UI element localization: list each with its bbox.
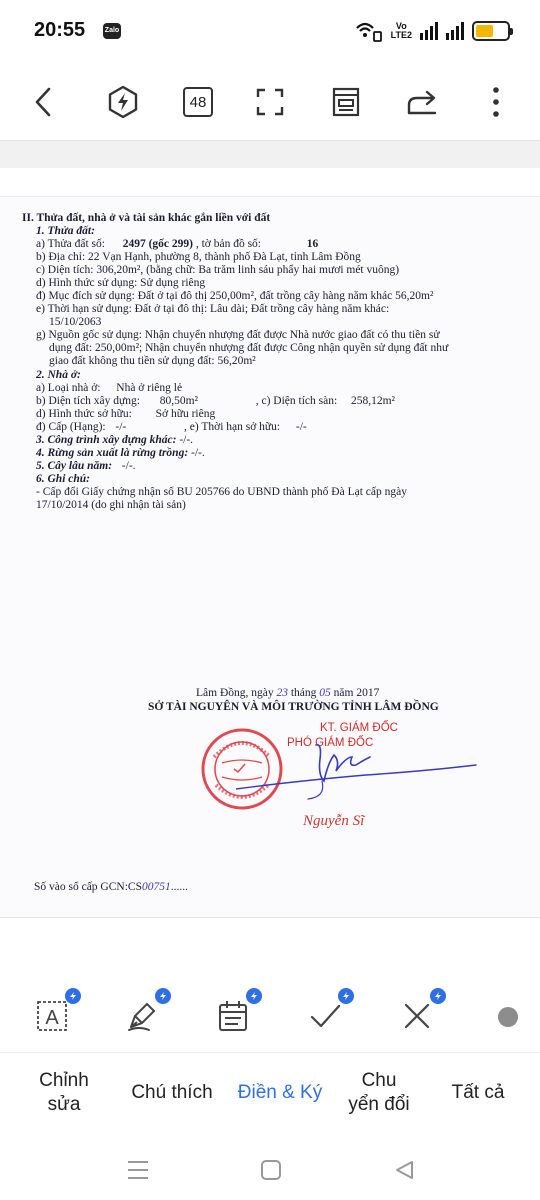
share-icon[interactable] — [402, 82, 442, 122]
build-area-label: b) Diện tích xây dựng: — [36, 395, 140, 407]
house-type-label: a) Loại nhà ở: — [36, 382, 101, 394]
ownership-form-label: d) Hình thức sở hữu: — [36, 408, 132, 420]
perennial-value: -/-. — [121, 460, 136, 472]
tab-edit[interactable] — [18, 1053, 110, 1133]
usage-origin-3: giao đất không thu tiền sử dụng đất: 56,20m² — [49, 355, 256, 367]
fullscreen-icon[interactable] — [250, 82, 290, 122]
top-toolbar — [0, 70, 540, 134]
tab-convert-line-2: yển đổi — [348, 1094, 410, 1115]
premium-badge-icon — [65, 988, 81, 1004]
floor-area-label: , c) Diện tích sàn: — [255, 395, 338, 407]
checkmark-icon[interactable] — [305, 996, 345, 1036]
grade-value: -/- — [115, 421, 127, 433]
parcel-area: c) Diện tích: 306,20m², (bằng chữ: Ba trăm linh sáu phẩy hai mươi mét vuông) — [36, 264, 400, 276]
zalo-notification-icon: Zalo — [103, 23, 121, 39]
back-arrow-icon[interactable] — [24, 82, 64, 122]
home-icon[interactable] — [251, 1150, 291, 1190]
reader-mode-icon[interactable] — [326, 82, 366, 122]
page-separator — [0, 140, 540, 168]
bottom-tab-bar — [0, 1052, 540, 1132]
dot-icon[interactable] — [498, 1007, 518, 1027]
status-indicators — [355, 18, 510, 44]
notes-line-1: - Cấp đổi Giấy chứng nhận số BU 205766 do UBND thành phố Đà Lạt cấp ngày — [36, 486, 407, 498]
tab-fill-sign-label: Điền & Ký — [237, 1082, 323, 1103]
tab-comment-label: Chú thích — [131, 1082, 213, 1103]
signer-title-kt: KT. GIÁM ĐỐC — [320, 722, 398, 734]
page-count-button[interactable] — [178, 82, 218, 122]
tab-convert-line-1: Chu — [361, 1070, 397, 1091]
date-month: 05 — [319, 687, 331, 699]
premium-badge-icon — [338, 988, 354, 1004]
date-month-label: tháng — [290, 687, 317, 699]
ownership-form-value: Sở hữu riêng — [155, 408, 216, 420]
signer-title: PHÓ GIÁM ĐỐC — [287, 737, 374, 749]
register-label: Số vào sổ cấp GCN:CS — [34, 881, 142, 893]
usage-form: d) Hình thức sử dụng: Sử dụng riêng — [36, 277, 206, 289]
forest-heading: 4. Rừng sản xuất là rừng trồng: — [36, 447, 189, 459]
usage-term-date: 15/10/2063 — [49, 316, 102, 328]
premium-badge-icon — [155, 988, 171, 1004]
volte-bottom: LTE2 — [390, 30, 412, 40]
other-works-value: -/-. — [179, 434, 194, 446]
document-text — [22, 212, 522, 512]
svg-text:A: A — [45, 1007, 59, 1029]
usage-purpose: đ) Mục đích sử dụng: Đất ở tại đô thị 250,00m², đất trồng cây hàng năm khác 56,20m² — [36, 290, 434, 302]
register-value: 00751 — [141, 881, 171, 893]
document-page[interactable] — [0, 196, 540, 918]
register-dots: ...... — [170, 881, 188, 893]
register-number — [34, 881, 188, 893]
annotation-tools — [0, 984, 540, 1046]
signal-icon-2 — [446, 22, 464, 40]
handwritten-signature — [236, 741, 486, 801]
perennial-heading: 5. Cây lâu năm: — [36, 460, 113, 472]
more-vertical-icon[interactable] — [476, 82, 516, 122]
notes-heading: 6. Ghi chú: — [36, 473, 90, 485]
back-icon[interactable] — [384, 1150, 424, 1190]
map-sheet-value: 16 — [306, 238, 319, 250]
pen-icon[interactable] — [122, 996, 162, 1036]
sign-date — [196, 687, 379, 699]
issuing-department: SỞ TÀI NGUYÊN VÀ MÔI TRƯỜNG TỈNH LÂM ĐỒNG — [148, 701, 439, 713]
signal-icon — [420, 22, 438, 40]
house-heading: 2. Nhà ở: — [36, 369, 81, 381]
signer-name: Nguyễn Sĩ — [303, 813, 365, 829]
tab-convert[interactable] — [334, 1053, 424, 1133]
date-day: 23 — [276, 687, 288, 699]
signature-block — [0, 687, 540, 847]
usage-origin-2: dụng đất: 250,00m²; Nhận chuyển nhượng đất được Công nhận quyền sử dụng đất như — [49, 342, 449, 354]
tab-edit-line-2: sửa — [47, 1094, 81, 1115]
premium-badge-icon — [430, 988, 446, 1004]
grade-label: đ) Cấp (Hạng): — [36, 421, 106, 433]
ownership-term-value: -/- — [295, 421, 307, 433]
forest-value: -/-. — [191, 447, 205, 459]
tab-all-label: Tất cả — [451, 1082, 505, 1103]
notes-line-2: 17/10/2014 (do ghi nhận tài sản) — [36, 499, 186, 511]
calendar-icon[interactable] — [213, 996, 253, 1036]
recent-apps-icon[interactable] — [118, 1150, 158, 1190]
parcel-number-value: 2497 (gốc 299) — [122, 238, 193, 250]
status-time: 20:55 — [34, 19, 86, 41]
status-bar — [0, 0, 540, 62]
other-works-heading: 3. Công trình xây dựng khác: — [36, 434, 177, 446]
volte-icon — [391, 22, 412, 40]
parcel-heading: 1. Thửa đất: — [36, 225, 95, 237]
system-navigation-bar — [0, 1140, 540, 1200]
cross-icon[interactable] — [397, 996, 437, 1036]
ownership-term-label: , e) Thời hạn sở hữu: — [183, 421, 281, 433]
tab-comment[interactable] — [120, 1053, 224, 1133]
date-prefix: Lâm Đồng, ngày — [196, 687, 274, 699]
battery-icon — [472, 21, 510, 41]
tab-all[interactable] — [436, 1053, 520, 1133]
parcel-address: b) Địa chỉ: 22 Vạn Hạnh, phường 8, thành phố Đà Lạt, tỉnh Lâm Đồng — [36, 251, 361, 263]
map-sheet-label: , tờ bản đồ số: — [195, 238, 262, 250]
tab-edit-line-1: Chỉnh — [39, 1070, 89, 1091]
wifi-call-icon — [355, 20, 383, 42]
section-title: II. Thửa đất, nhà ở và tài sản khác gắn liền với đất — [22, 212, 271, 224]
tab-fill-sign[interactable] — [230, 1053, 330, 1133]
usage-term: e) Thời hạn sử dụng: Đất ở tại đô thị: Lâu dài; Đất trồng cây hàng năm khác: — [36, 303, 390, 315]
house-type-value: Nhà ở riêng lẻ — [116, 382, 183, 394]
build-area-value: 80,50m² — [159, 395, 198, 407]
parcel-number-label: a) Thửa đất số: — [36, 238, 105, 250]
date-year: năm 2017 — [333, 687, 380, 699]
premium-badge-icon — [246, 988, 262, 1004]
usage-origin-1: g) Nguồn gốc sử dụng: Nhận chuyển nhượng đất được Nhà nước giao đất có thu tiền sử — [36, 329, 440, 341]
lightning-hexagon-icon[interactable] — [103, 82, 143, 122]
text-box-icon[interactable] — [32, 996, 72, 1036]
volte-top: Vo — [395, 21, 407, 31]
page-count: 48 — [183, 87, 213, 117]
battery-level — [476, 25, 493, 37]
floor-area-value: 258,12m² — [350, 395, 395, 407]
